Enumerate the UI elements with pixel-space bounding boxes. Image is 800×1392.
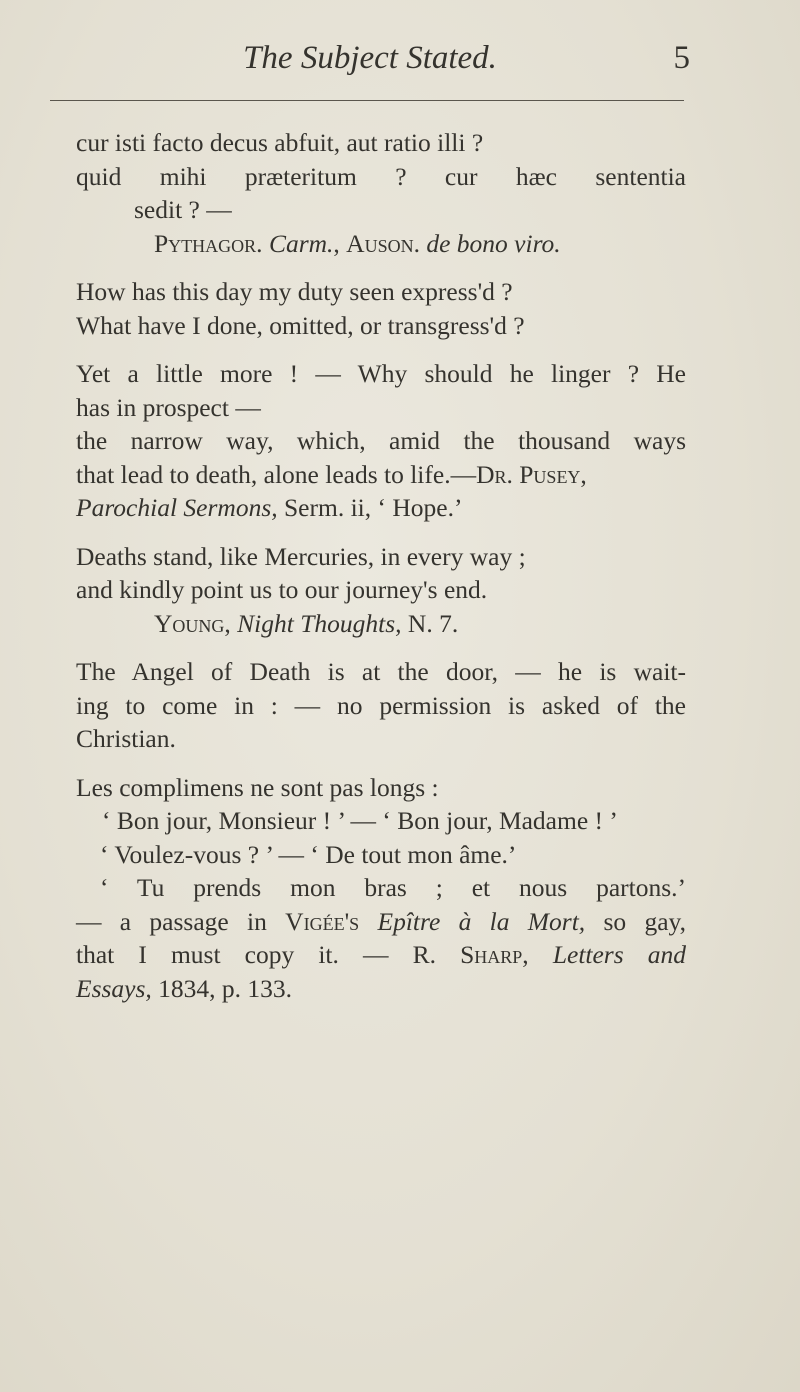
text-line: ‘ Bon jour, Monsieur ! ’ — ‘ Bon jour, Madame ! ’: [102, 806, 618, 835]
couplet: [50, 275, 686, 342]
text-line: that lead to death, alone leads to life.—Dr. Pusey,: [76, 459, 587, 489]
text-line: quid mihi præteritum ? cur hæc sententia: [76, 161, 686, 191]
header-rule: [50, 100, 684, 101]
text-line: Christian.: [76, 724, 176, 753]
angel-paragraph: [50, 655, 686, 756]
text-line: that I must copy it. — R. Sharp, Letters and: [76, 940, 687, 969]
text-line: the narrow way, which, amid the thousand ways: [76, 426, 686, 455]
pusey-quotation: [50, 357, 686, 525]
running-title: The Subject Stated.: [243, 40, 497, 76]
citation: Parochial Sermons, Serm. ii, ‘ Hope.’: [76, 493, 463, 522]
text-line: and kindly point us to our journey's end.: [76, 575, 488, 604]
page-body: [50, 126, 686, 1005]
young-quotation: [50, 540, 686, 641]
text-line: Deaths stand, like Mercuries, in every way ;: [76, 541, 526, 571]
text-line: ‘ Voulez-vous ? ’ — ‘ De tout mon âme.’: [100, 839, 517, 869]
text-line: ing to come in : — no permission is asked of the: [76, 690, 686, 720]
text-line: sedit ? —: [134, 195, 232, 224]
vigee-quotation: [50, 771, 686, 1006]
citation-author: Dr. Pusey,: [476, 459, 587, 489]
text-line: — a passage in Vigée's Epître à la Mort, so gay,: [76, 906, 686, 936]
citation: Essays, 1834, p. 133.: [76, 973, 293, 1003]
text-line: has in prospect —: [76, 392, 261, 422]
page-header: [50, 38, 690, 102]
citation: Young, Night Thoughts, N. 7.: [154, 608, 459, 638]
text-line: Les complimens ne sont pas longs :: [76, 772, 439, 802]
text-line: Yet a little more ! — Why should he linger ? He: [76, 359, 686, 388]
text-line: The Angel of Death is at the door, — he is wait-: [76, 657, 686, 686]
text-line: cur isti facto decus abfuit, aut ratio illi ?: [76, 128, 484, 157]
attribution: Pythagor. Carm., Auson. de bono viro.: [154, 228, 561, 258]
page-number: 5: [673, 40, 690, 76]
text-line: What have I done, omitted, or transgress'd ?: [76, 310, 525, 340]
latin-quotation: [50, 126, 686, 260]
text-line: ‘ Tu prends mon bras ; et nous partons.’: [100, 873, 686, 902]
text-line: How has this day my duty seen express'd ?: [76, 277, 513, 306]
